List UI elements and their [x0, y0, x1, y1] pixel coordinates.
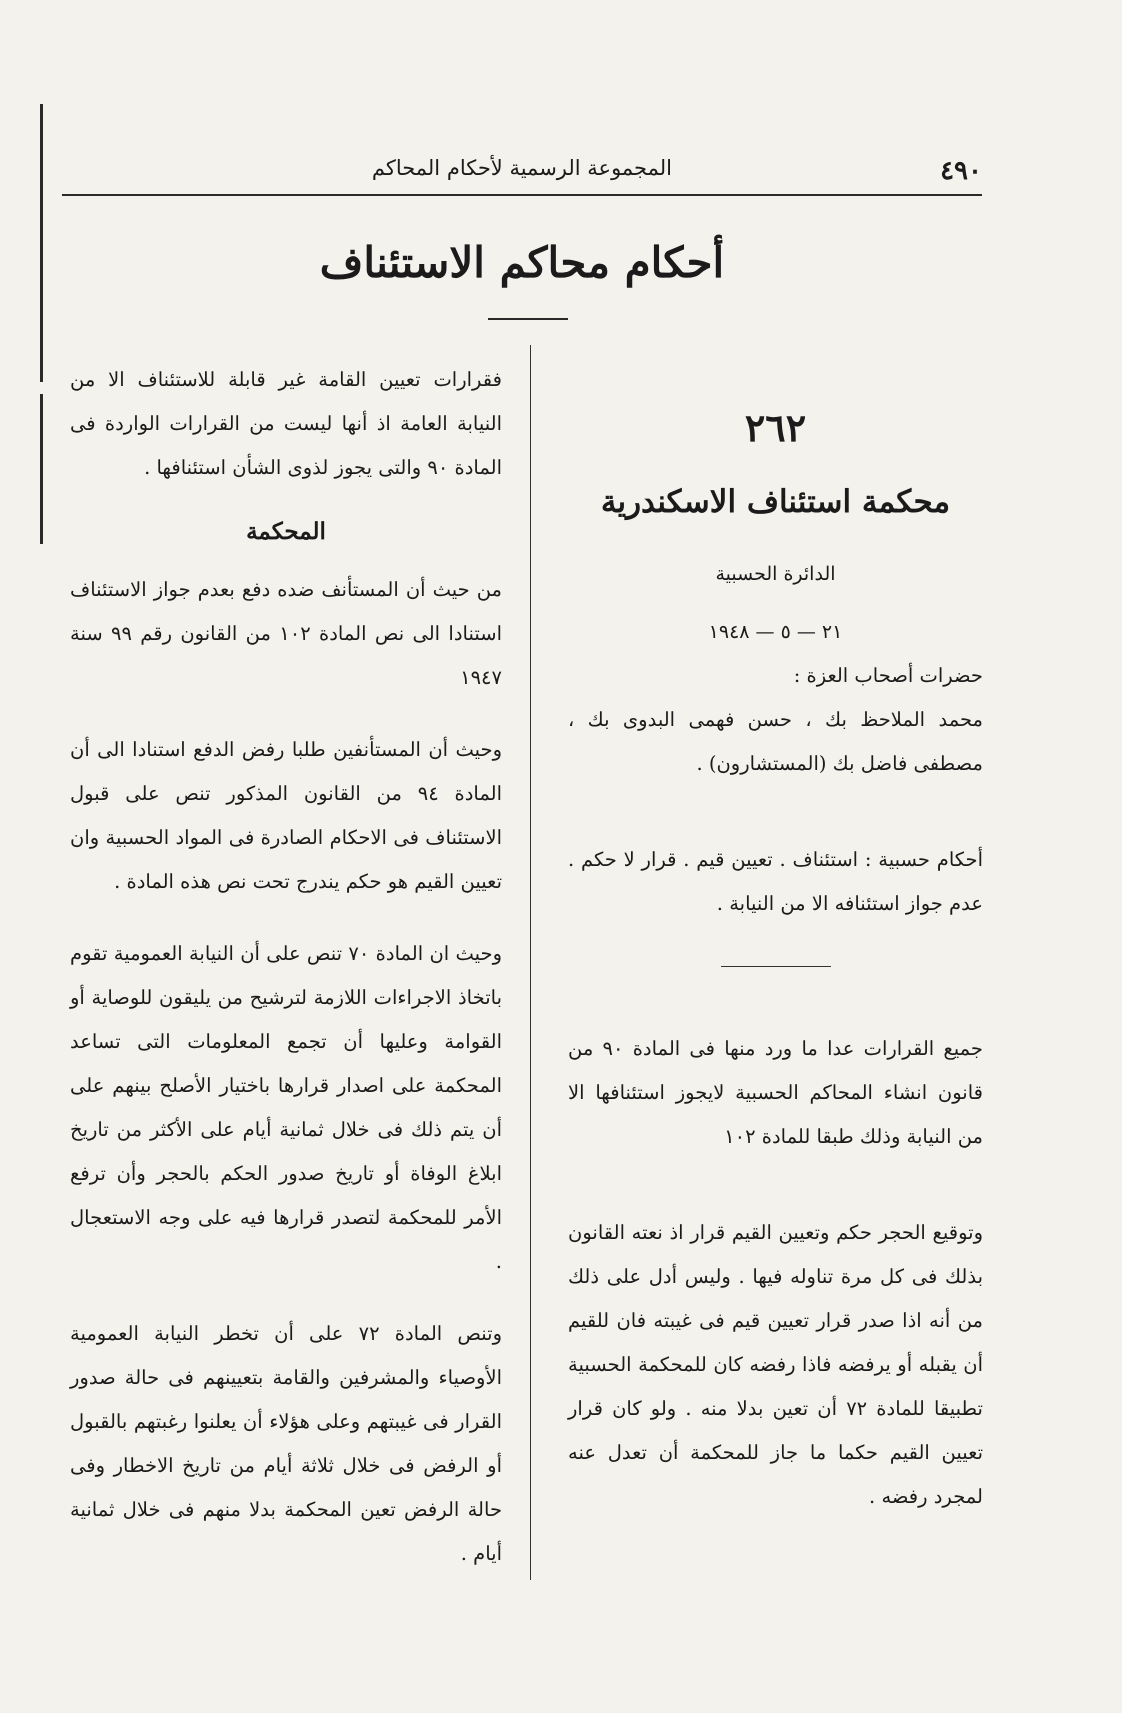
left-column — [70, 358, 502, 1576]
right-column — [568, 400, 983, 1519]
reasoning-paragraph-1: من حيث أن المستأنف ضده دفع بعدم جواز الاستئناف استنادا الى نص المادة ١٠٢ من القانون رقم ٩٩ سنة ١٩٤٧ — [70, 578, 502, 689]
title-rule — [488, 318, 568, 320]
argument-paragraph: وتوقيع الحجر حكم وتعيين القيم قرار اذ نعته القانون بذلك فى كل مرة تناوله فيها . وليس أدل على ذلك من أنه اذا صدر قرار تعيين قيم فى غيبته فان للقيم أن يقبله أو يرفضه فاذا رفضه كان للمحكمة الحسبية تطبيقا للمادة ٧٢ أن تعين بدلا منه . ولو كان قرار تعيين القيم حكما ما جاز للمحكمة أن تعدل عنه لمجرد رفضه . — [568, 1221, 983, 1508]
binding-edge-line-lower — [40, 394, 43, 544]
intro-paragraph: فقرارات تعيين القامة غير قابلة للاستئناف الا من النيابة العامة اذ أنها ليست من القرارات الواردة فى المادة ٩٠ والتى يجوز لذوى الشأن استئنافها . — [70, 368, 502, 479]
keywords-rule — [721, 966, 831, 967]
reasoning-paragraph-2: وحيث أن المستأنفين طلبا رفض الدفع استنادا الى أن المادة ٩٤ من القانون المذكور تنص على قبول الاستئناف فى الاحكام الصادرة فى المواد الحسبية وان تعيين القيم هو حكم يندرج تحت نص هذه المادة . — [70, 738, 502, 893]
case-number: ٢٦٢ — [744, 405, 807, 450]
column-divider — [530, 345, 531, 1580]
keywords: أحكام حسبية : استئناف . تعيين قيم . قرار لا حكم . عدم جواز استئنافه الا من النيابة . — [568, 848, 983, 915]
reasoning-paragraph-4: وتنص المادة ٧٢ على أن تخطر النيابة العمومية الأوصياء والمشرفين والقامة بتعيينهم فى حالة صدور القرار فى غيبتهم وعلى هؤلاء أن يعلنوا رغبتهم بالقبول أو الرفض فى خلال ثلاثة أيام من تاريخ الاخطار وفى حالة الرفض تعين المحكمة بدلا منهم فى خلال ثمانية أيام . — [70, 1322, 502, 1565]
judges-heading: حضرات أصحاب العزة : — [793, 664, 983, 687]
section-title: أحكام محاكم الاستئناف — [319, 238, 725, 287]
judgment-date: ٢١ — ٥ — ١٩٤٨ — [708, 621, 843, 643]
judges-names: محمد الملاحظ بك ، حسن فهمى البدوى بك ، مصطفى فاضل بك (المستشارون) . — [568, 708, 983, 775]
court-heading: المحكمة — [246, 518, 326, 545]
court-circuit: الدائرة الحسبية — [715, 563, 836, 585]
running-title: المجموعة الرسمية لأحكام المحاكم — [371, 156, 672, 180]
page-number: ٤٩٠ — [940, 156, 982, 186]
header-rule — [62, 194, 982, 196]
reasoning-paragraph-3: وحيث ان المادة ٧٠ تنص على أن النيابة العمومية تقوم باتخاذ الاجراءات اللازمة لترشيح من يليقون للوصاية أو القوامة وعليها أن تجمع المعلومات التى تساعد المحكمة على اصدار قرارها باختيار الأصلح بينهم على أن يتم ذلك فى خلال ثمانية أيام على الأكثر من تاريخ ابلاغ الوفاة أو تاريخ صدور الحكم بالحجر وأن ترفع الأمر للمحكمة لتصدر قرارها فيه على وجه الاستعجال . — [70, 942, 503, 1273]
legal-principle: جميع القرارات عدا ما ورد منها فى المادة ٩٠ من قانون انشاء المحاكم الحسبية لايجوز استئنافها الا من النيابة وذلك طبقا للمادة ١٠٢ — [568, 1037, 983, 1148]
page-header — [62, 150, 982, 190]
binding-edge-line-upper — [40, 104, 43, 382]
court-name: محكمة استئناف الاسكندرية — [600, 484, 951, 520]
